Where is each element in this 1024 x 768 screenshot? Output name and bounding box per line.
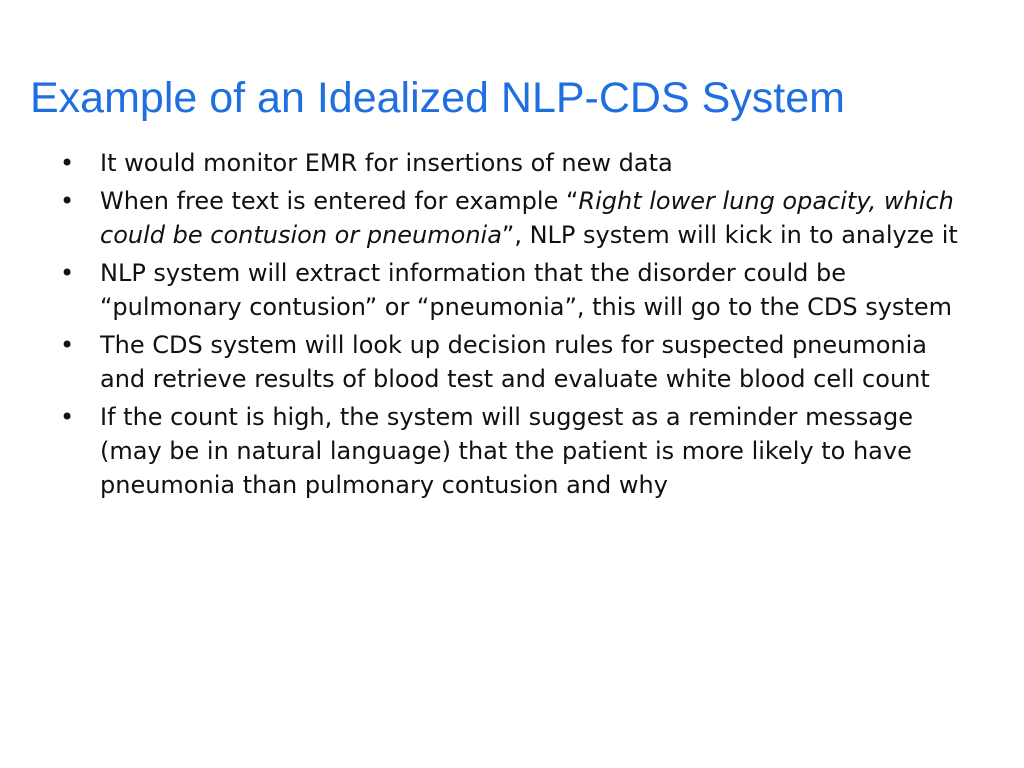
bullet-text: It would monitor EMR for insertions of new data: [100, 149, 673, 177]
bullet-marker: •: [60, 403, 75, 431]
bullet-text: The CDS system will look up decision rules for suspected pneumonia and retrieve results of blood test and evaluate white blood cell count: [100, 331, 930, 393]
bullet-marker: •: [60, 331, 75, 359]
bullet-text: NLP system will extract information that the disorder could be “pulmonary contusion” or “pneumonia”, this will go to the CDS system: [100, 259, 952, 321]
bullet-item-5: [58, 400, 978, 502]
bullet-item-2: [58, 184, 978, 252]
slide-title: Example of an Idealized NLP-CDS System: [30, 74, 845, 122]
bullet-item-3: [58, 256, 978, 324]
bullet-marker: •: [60, 259, 75, 287]
bullet-text: If the count is high, the system will suggest as a reminder message (may be in natural language) that the patient is more likely to have pneumonia than pulmonary contusion and why: [100, 403, 913, 499]
bullet-quoted-example: Right lower lung opacity, which could be contusion or pneumonia: [100, 187, 954, 249]
bullet-marker: •: [60, 149, 75, 177]
bullet-text-after-quote: ”, NLP system will kick in to analyze it: [501, 221, 958, 249]
bullet-marker: •: [60, 187, 75, 215]
bullet-item-4: [58, 328, 978, 396]
bullet-text-before-quote: When free text is entered for example “: [100, 187, 579, 215]
bullet-item-1: [58, 146, 978, 180]
bullet-list: [58, 146, 978, 506]
